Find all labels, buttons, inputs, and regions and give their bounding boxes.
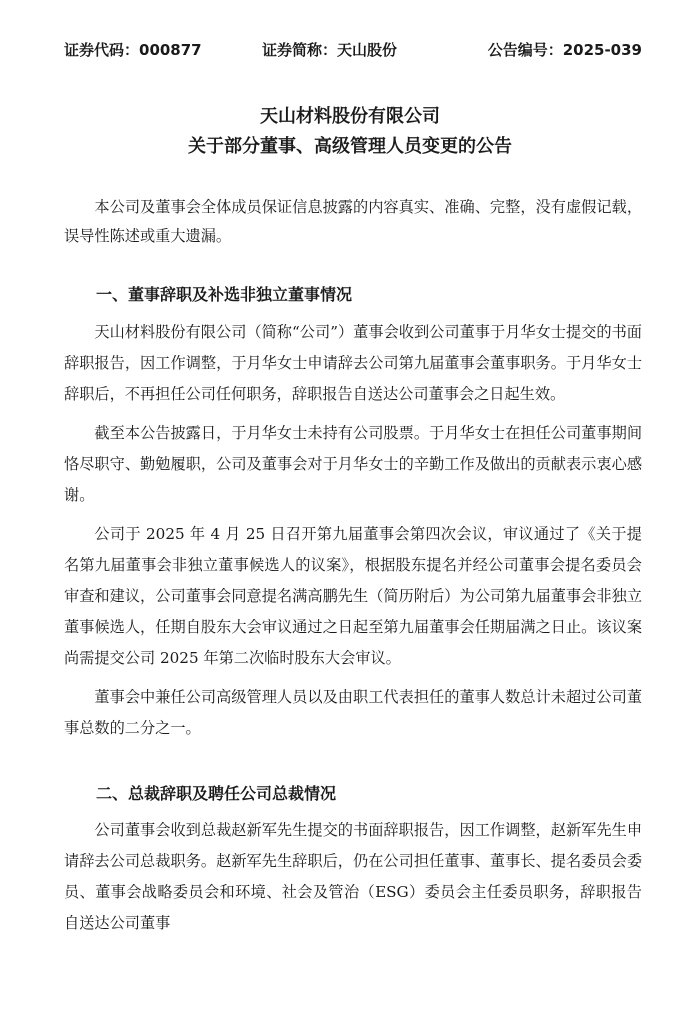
paragraph: 董事会中兼任公司高级管理人员以及由职工代表担任的董事人数总计未超过公司董事总数的二分之一。 (64, 688, 642, 737)
paragraph: 天山材料股份有限公司（简称“公司”）董事会收到公司董事于月华女士提交的书面辞职报告，因工作调整，于月华女士申请辞去公司第九届董事会董事职务。于月华女士辞职后，不再担任公司任何职务，辞职报告自送达公司董事会之日起生效。 (64, 323, 642, 403)
section-body-president-resignation (64, 815, 642, 939)
section-heading-director-resignation: 一、董事辞职及补选非独立董事情况 (96, 285, 353, 304)
notice-subject-title: 关于部分董事、高级管理人员变更的公告 (188, 136, 512, 157)
company-name-title: 天山材料股份有限公司 (260, 106, 440, 127)
paragraph: 公司董事会收到总裁赵新军先生提交的书面辞职报告，因工作调整，赵新军先生申请辞去公司总裁职务。赵新军先生辞职后，仍在公司担任董事、董事长、提名委员会委员、董事会战略委员会和环境、社会及管治（ESG）委员会主任委员职务，辞职报告自送达公司董事 (64, 821, 642, 932)
paragraph: 公司于 2025 年 4 月 25 日召开第九届董事会第四次会议，审议通过了《关于提名第九届董事会非独立董事候选人的议案》，根据股东提名并经公司董事会提名委员会审查和建议，公司董事会同意提名满高鹏先生（简历附后）为公司第九届董事会非独立董事候选人，任期自股东大会审议通过之日起至第九届董事会任期届满之日止。该议案尚需提交公司 2025 年第二次临时股东大会审议。 (64, 525, 642, 667)
notice-number: 公告编号：2025-039 (487, 41, 642, 59)
section-body-director-resignation (64, 317, 642, 752)
intro-statement (64, 193, 642, 251)
section-heading-president-resignation: 二、总裁辞职及聘任公司总裁情况 (96, 784, 337, 803)
paragraph: 截至本公告披露日，于月华女士未持有公司股票。于月华女士在担任公司董事期间恪尽职守、勤勉履职，公司及董事会对于月华女士的辛勤工作及做出的贡献表示衷心感谢。 (64, 424, 642, 504)
stock-name: 证券简称：天山股份 (262, 41, 398, 59)
document-header (64, 38, 642, 62)
intro-paragraph: 本公司及董事会全体成员保证信息披露的内容真实、准确、完整，没有虚假记载，误导性陈述或重大遗漏。 (64, 198, 642, 245)
stock-code: 证券代码：000877 (64, 41, 202, 59)
